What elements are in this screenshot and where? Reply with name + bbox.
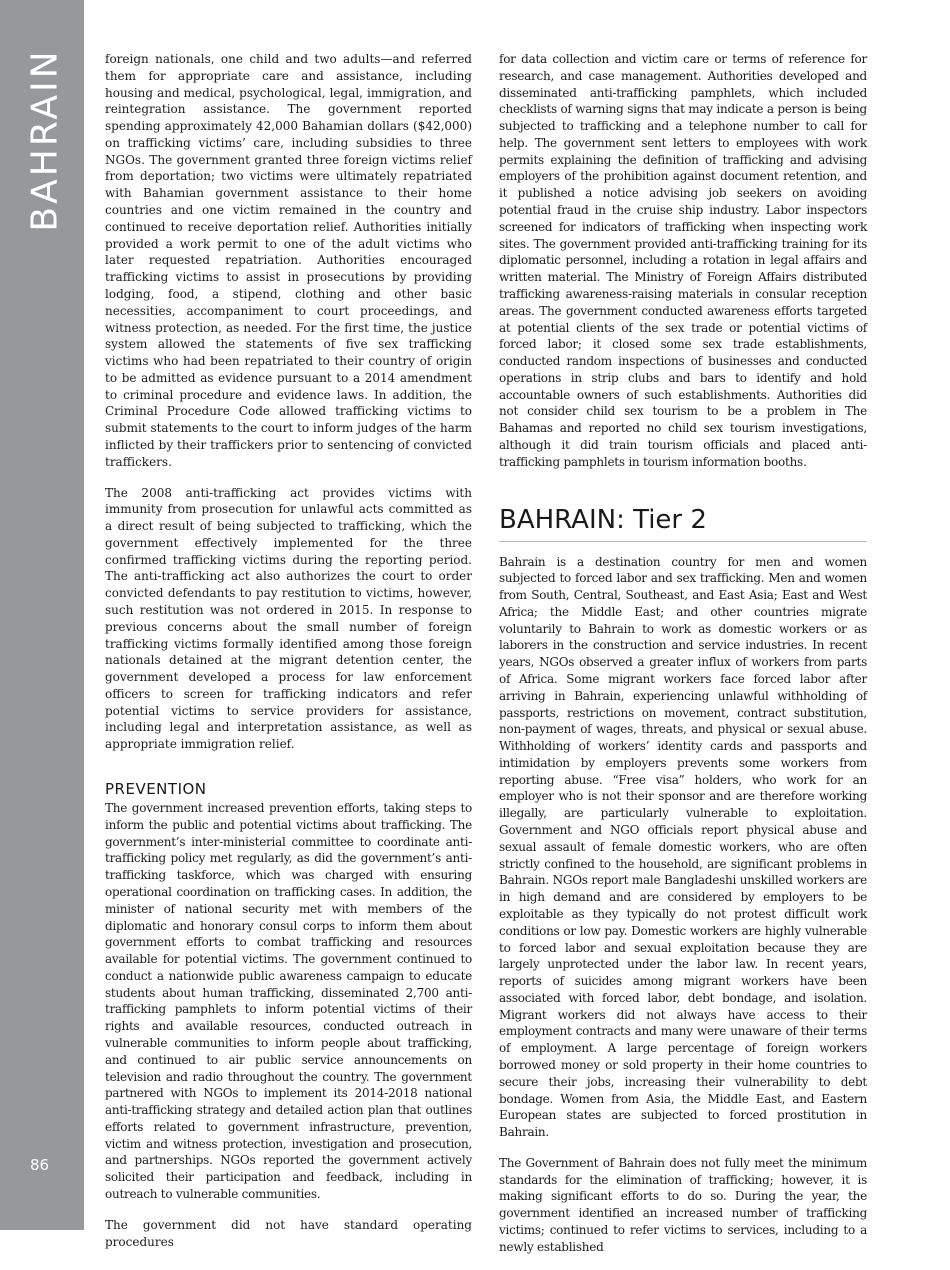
paragraph-prevention-continued: for data collection and victim care or terms of reference for research, and case management. Authorities developed and disseminated anti-trafficking pamphlets, which included checklists of warning signs that may indicate a person is being subjected to trafficking and a telephone number to call for help. The government sent letters to employees with work permits explaining the definition of trafficking and advising employers of the prohibition against document retention, and it published a notice advising job seekers on avoiding potential fraud in the cruise ship industry. Labor inspectors screened for indicators of trafficking when inspecting work sites. The government provided anti-trafficking training for its diplomatic personnel, including a rotation in legal affairs and written material. The Ministry of Foreign Affairs distributed trafficking awareness-raising materials in consular reception areas. The government conducted awareness efforts targeted at potential clients of the sex trade or potential victims of forced labor; it closed some sex trade establishments, conducted random inspections of businesses and conducted operations in strip clubs and bars to identify and hold accountable owners of such establishments. Authorities did not consider child sex tourism to be a problem in The Bahamas and reported no child sex tourism investigations, although it did train tourism officials and placed anti-trafficking pamphlets in tourism information booths.	[499, 52, 867, 469]
paragraph-immunity: The 2008 anti-trafficking act provides victims with immunity from prosecution for unlawful acts committed as a direct result of being subjected to trafficking, which the government effectively implemented for the three confirmed trafficking victims during the reporting period. The anti-trafficking act also authorizes the court to order convicted defendants to pay restitution to victims, however, such restitution was not ordered in 2015. In response to previous concerns about the small number of foreign trafficking victims formally identified among those foreign nationals detained at the migrant detention center, the government developed a process for law enforcement officers to screen for trafficking indicators and refer potential victims to service providers for assistance, including legal and interpretation assistance, as well as appropriate immigration relief.	[105, 485, 472, 752]
section-heading-prevention: PREVENTION	[105, 780, 207, 799]
paragraph-victim-assistance: foreign nationals, one child and two adults—and referred them for appropriate care and assistance, including housing and medical, psychological, legal, immigration, and reintegration assistance. The government reported spending approximately 42,000 Bahamian dollars ($42,000) on trafficking victims’ care, including subsidies to three NGOs. The government granted three foreign victims relief from deportation; two victims were ultimately repatriated with Bahamian government assistance to their home countries and one victim remained in the country and continued to receive deportation relief. Authorities initially provided a work permit to one of the adult victims who later requested repatriation. Authorities encouraged trafficking victims to assist in prosecutions by providing lodging, food, a stipend, clothing and other basic necessities, accompaniment to court proceedings, and witness protection, as needed. For the first time, the justice system allowed the statements of five sex trafficking victims who had been repatriated to their country of origin to be admitted as evidence pursuant to a 2014 amendment to criminal procedure and evidence laws. In addition, the Criminal Procedure Code allowed trafficking victims to submit statements to the court to inform judges of the harm inflicted by their traffickers prior to sentencing of convicted traffickers.	[105, 52, 472, 469]
side-margin-band	[0, 0, 84, 1230]
paragraph-country-profile: Bahrain is a destination country for men and women subjected to forced labor and sex trafficking. Men and women from South, Central, Southeast, and East Asia; East and West Africa; the Middle East; and other countries migrate voluntarily to Bahrain to work as domestic workers or as laborers in the construction and service industries. In recent years, NGOs observed a greater influx of workers from parts of Africa. Some migrant workers face forced labor after arriving in Bahrain, experiencing unlawful withholding of passports, restrictions on movement, contract substitution, non-payment of wages, threats, and physical or sexual abuse. Withholding of workers’ identity cards and passports and intimidation by employers prevents some workers from reporting abuse. “Free visa” holders, who work for an employer who is not their sponsor and are therefore working illegally, are particularly vulnerable to exploitation. Government and NGO officials report physical abuse and sexual assault of female domestic workers, who are often strictly confined to the household, are significant problems in Bahrain. NGOs report male Bangladeshi unskilled workers are in high demand and are considered by employers to be exploitable as they typically do not protest difficult work conditions or low pay. Domestic workers are highly vulnerable to forced labor and sexual exploitation because they are largely unprotected under the labor law. In recent years, reports of suicides among migrant workers have been associated with forced labor, debt bondage, and isolation. Migrant workers did not always have access to their employment contracts and many were unaware of their terms of employment. A large percentage of foreign workers borrowed money or sold property in their home countries to secure their jobs, increasing their vulnerability to debt bondage. Women from Asia, the Middle East, and Eastern European states are subjected to forced prostitution in Bahrain.	[499, 554, 867, 1140]
running-country-title: BAHRAIN	[24, 48, 66, 232]
left-column	[105, 51, 472, 1264]
paragraph-prevention: The government increased prevention efforts, taking steps to inform the public and potential victims about trafficking. The government’s inter-ministerial committee to coordinate anti-trafficking policy met regularly, as did the government’s anti-trafficking taskforce, which was charged with ensuring operational coordination on trafficking cases. In addition, the minister of national security met with members of the diplomatic and honorary consul corps to inform them about government efforts to combat trafficking and resources available for potential victims. The government continued to conduct a nationwide public awareness campaign to educate students about human trafficking, disseminated 2,700 anti-trafficking pamphlets to inform potential victims of their rights and available resources, conducted outreach in vulnerable communities to inform people about trafficking, and continued to air public service announcements on television and radio throughout the country. The government partnered with NGOs to implement its 2014-2018 national anti-trafficking strategy and detailed action plan that outlines efforts related to government infrastructure, prevention, victim and witness protection, investigation and prosecution, and partnerships. NGOs reported the government actively solicited their participation and feedback, including in outreach to vulnerable communities.	[105, 801, 472, 1201]
right-column	[499, 51, 867, 1270]
page-number: 86	[30, 1156, 50, 1174]
paragraph-government-assessment: The Government of Bahrain does not fully meet the minimum standards for the elimination of trafficking; however, it is making significant efforts to do so. During the year, the government identified an increased number of trafficking victims; continued to refer victims to services, including to a newly established	[499, 1155, 867, 1254]
country-heading: BAHRAIN: Tier 2	[499, 503, 867, 542]
paragraph-sop: The government did not have standard operating procedures	[105, 1217, 472, 1249]
